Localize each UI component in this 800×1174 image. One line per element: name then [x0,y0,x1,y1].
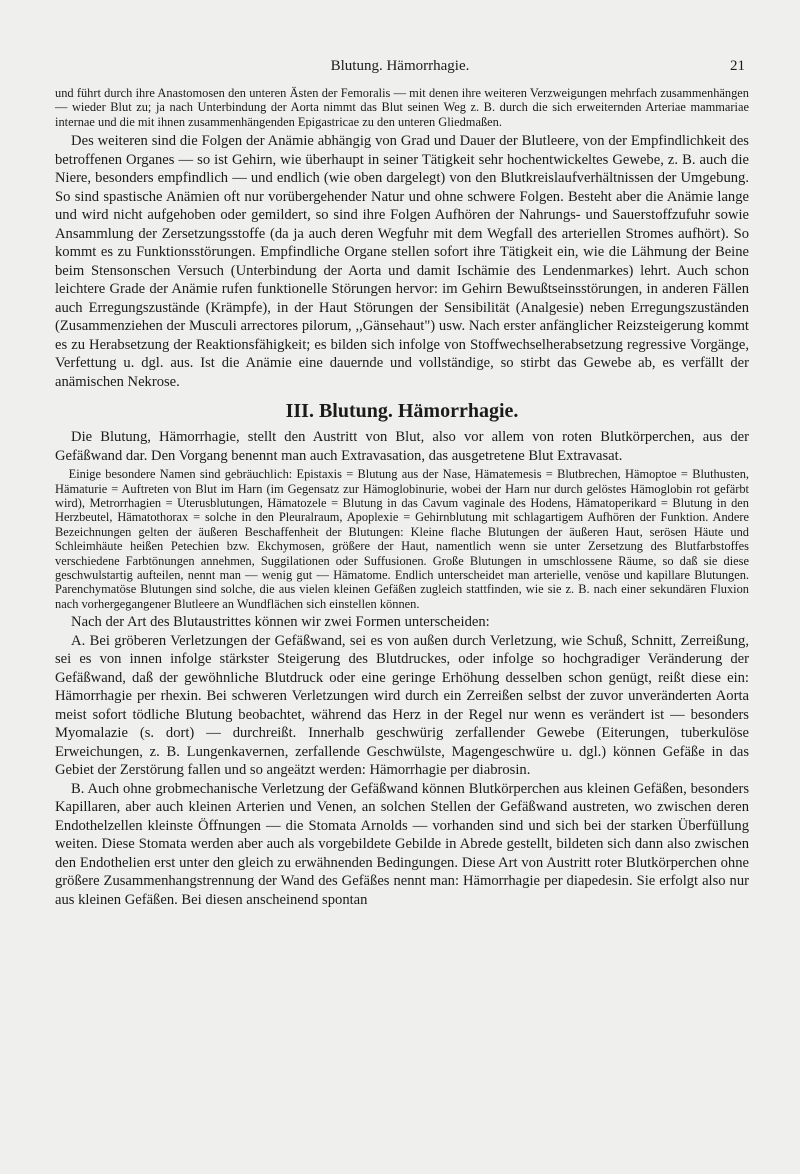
page-number: 21 [730,58,745,74]
header-title: Blutung. Hämorrhagie. [330,58,470,74]
page-body [55,86,749,909]
running-header [55,58,745,82]
paragraph-form-a: A. Bei gröberen Verletzungen der Gefäßwand, sei es von außen durch Verletzung, wie Schuß, Schnitt, Zerreißung, sei es von innen infolge stärkster Steigerung des Blutdruckes, oder infolge so hochgradiger Veränderung der Gefäßwand, daß der gewöhnliche Blutdruck oder eine geringe Erhöhung desselben schon genügt, reißt diese ein: Hämorrhagie per rhexin. Bei schweren Verletzungen wird durch ein Zerreißen selbst der zuvor unveränderten Aorta meist sofort tödliche Blutung beobachtet, während das Herz in der Regel nur wenn es verändert ist — besonders Myomalazie (s. dort) — durchreißt. Innerhalb geschwürig zerfallender Gewebe (Eiterungen, tuberkulöse Erweichungen, z. B. Lungenkavernen, zerfallende Geschwülste, Magengeschwüre u. dgl.) können Gefäße in das Gebiet der Zerstörung fallen und so angeätzt werden: Hämorrhagie per diabrosin. [55,632,749,779]
paragraph-anemia-consequences: Des weiteren sind die Folgen der Anämie abhängig von Grad und Dauer der Blutleere, von der Empfindlichkeit des betroffenen Organes — so ist Gehirn, wie überhaupt in seiner Tätigkeit sehr hochentwickeltes Gewebe, z. B. auch die Niere, besonders empfindlich — und endlich (wie oben dargelegt) von den Blutkreislaufverhältnissen der Umgebung. So sind spastische Anämien oft nur vorübergehender Natur und ohne schwere Folgen. Besteht aber die Anämie lange und wird nicht aufgehoben oder gemildert, so sind ihre Folgen Aufhören der Nahrungs- und Sauerstoffzufuhr sowie Ansammlung der Zersetzungsstoffe (da ja auch deren Wegfuhr mit dem Wegfall des arteriellen Stromes aufhört). So kommt es zu Funktionsstörungen. Empfindliche Organe stellen sofort ihre Tätigkeit ein, wie die Lähmung der Beine beim Stensonschen Versuch (Unterbindung der Aorta und damit Ischämie des Lendenmarkes) lehrt. Auch schon leichtere Grade der Anämie rufen funktionelle Störungen hervor: im Gehirn Bewußtseinsstörungen, in anderen Fällen auch Erregungszustände (Krämpfe), in der Haut Störungen der Sensibilität (Analgesie) neben Erregungszuständen (Zusammenziehen der Musculi arrectores pilorum, ,,Gänsehaut") usw. Nach erster anfänglicher Reizsteigerung kommt es zu Herabsetzung der Reaktionsfähigkeit; es bilden sich infolge von Stoffwechselherabsetzung regressive Vorgänge, Verfettung u. dgl. aus. Ist die Anämie eine dauernde und vollständige, so stirbt das Gewebe ab, es verfällt der anämischen Nekrose. [55,133,749,390]
paragraph-two-forms: Nach der Art des Blutaustrittes können wir zwei Formen unterscheiden: [71,614,490,631]
paragraph-bleeding-definition: Die Blutung, Hämorrhagie, stellt den Austritt von Blut, also vor allem von roten Blutkörperchen, aus der Gefäßwand dar. Den Vorgang benennt man auch Extravasation, das ausgetretene Blut Extravasat. [55,429,749,464]
paragraph-continuation: und führt durch ihre Anastomosen den unteren Ästen der Femoralis — mit denen ihre weiteren Verzweigungen mehrfach zusammenhängen — wieder Blut zu; ja nach Unterbindung der Aorta nimmt das Blut seinen Weg z. B. durch die sich erweiternden Arteriae mammariae internae und die mit ihnen zusammenhängenden Epigastricae zu den unteren Gliedmaßen. [55,86,749,129]
section-heading: III. Blutung. Hämorrhagie. [285,400,519,423]
paragraph-form-b: B. Auch ohne grobmechanische Verletzung der Gefäßwand können Blutkörperchen aus kleinen Gefäßen, besonders Kapillaren, aber auch kleinen Arterien und Venen, an solchen Stellen der Gefäßwand austreten, wo zwischen deren Endothelzellen kleinste Öffnungen — die Stomata Arnolds — vorhanden sind und sich bei der starken Überfüllung weiten. Diese Stomata werden aber auch als vorgebildete Gebilde in Abrede gestellt, bildeten sich dann also zwischen den Endothelien erst unter den gleich zu erwähnenden Bedingungen. Diese Art von Austritt roter Blutkörperchen ohne größere Zusammenhangstrennung der Wand des Gefäßes nennt man: Hämorrhagie per diapedesin. Sie erfolgt also nur aus kleinen Gefäßen. Bei diesen anscheinend spontan [55,780,749,908]
paragraph-bleeding-names: Einige besondere Namen sind gebräuchlich: Epistaxis = Blutung aus der Nase, Hämatemesis = Blutbrechen, Hämoptoe = Bluthusten, Hämaturie = Auftreten von Blut im Harn (im Gegensatz zur Hämoglobinurie, wobei der Harn nur durch gelöstes Hämoglobin rot gefärbt wird), Metrorrhagien = Uterusblutungen, Hämatozele = Blutung in das Cavum vaginale des Hodens, Hämatoperikard = Blutung in den Herzbeutel, Hämatothorax = solche in den Pleuralraum, Apoplexie = Gehirnblutung mit schlagartigem Aufhören der Funktion. Andere Bezeichnungen gelten der äußeren Beschaffenheit der Blutungen: Kleine flache Blutungen der äußeren Haut, serösen Häute und Schleimhäute heißen Petechien bzw. Ekchymosen, größere der Haut, namentlich wenn sie unter Zersetzung des Blutfarbstoffes verschiedene Farbtönungen annehmen, Suggilationen oder Suffusionen. Große Blutungen in umschlossene Räume, so daß sie diese geschwulstartig aufteilen, nennt man — wenig gut — Hämatome. Endlich unterscheidet man arterielle, venöse und kapillare Blutungen. Parenchymatöse Blutungen sind solche, die aus vielen kleinen Gefäßen zugleich stattfinden, wie sie z. B. nach einer sekundären Fluxion nach vorhergegangener Blutleere an Wundflächen sich einstellen können. [55,467,749,611]
